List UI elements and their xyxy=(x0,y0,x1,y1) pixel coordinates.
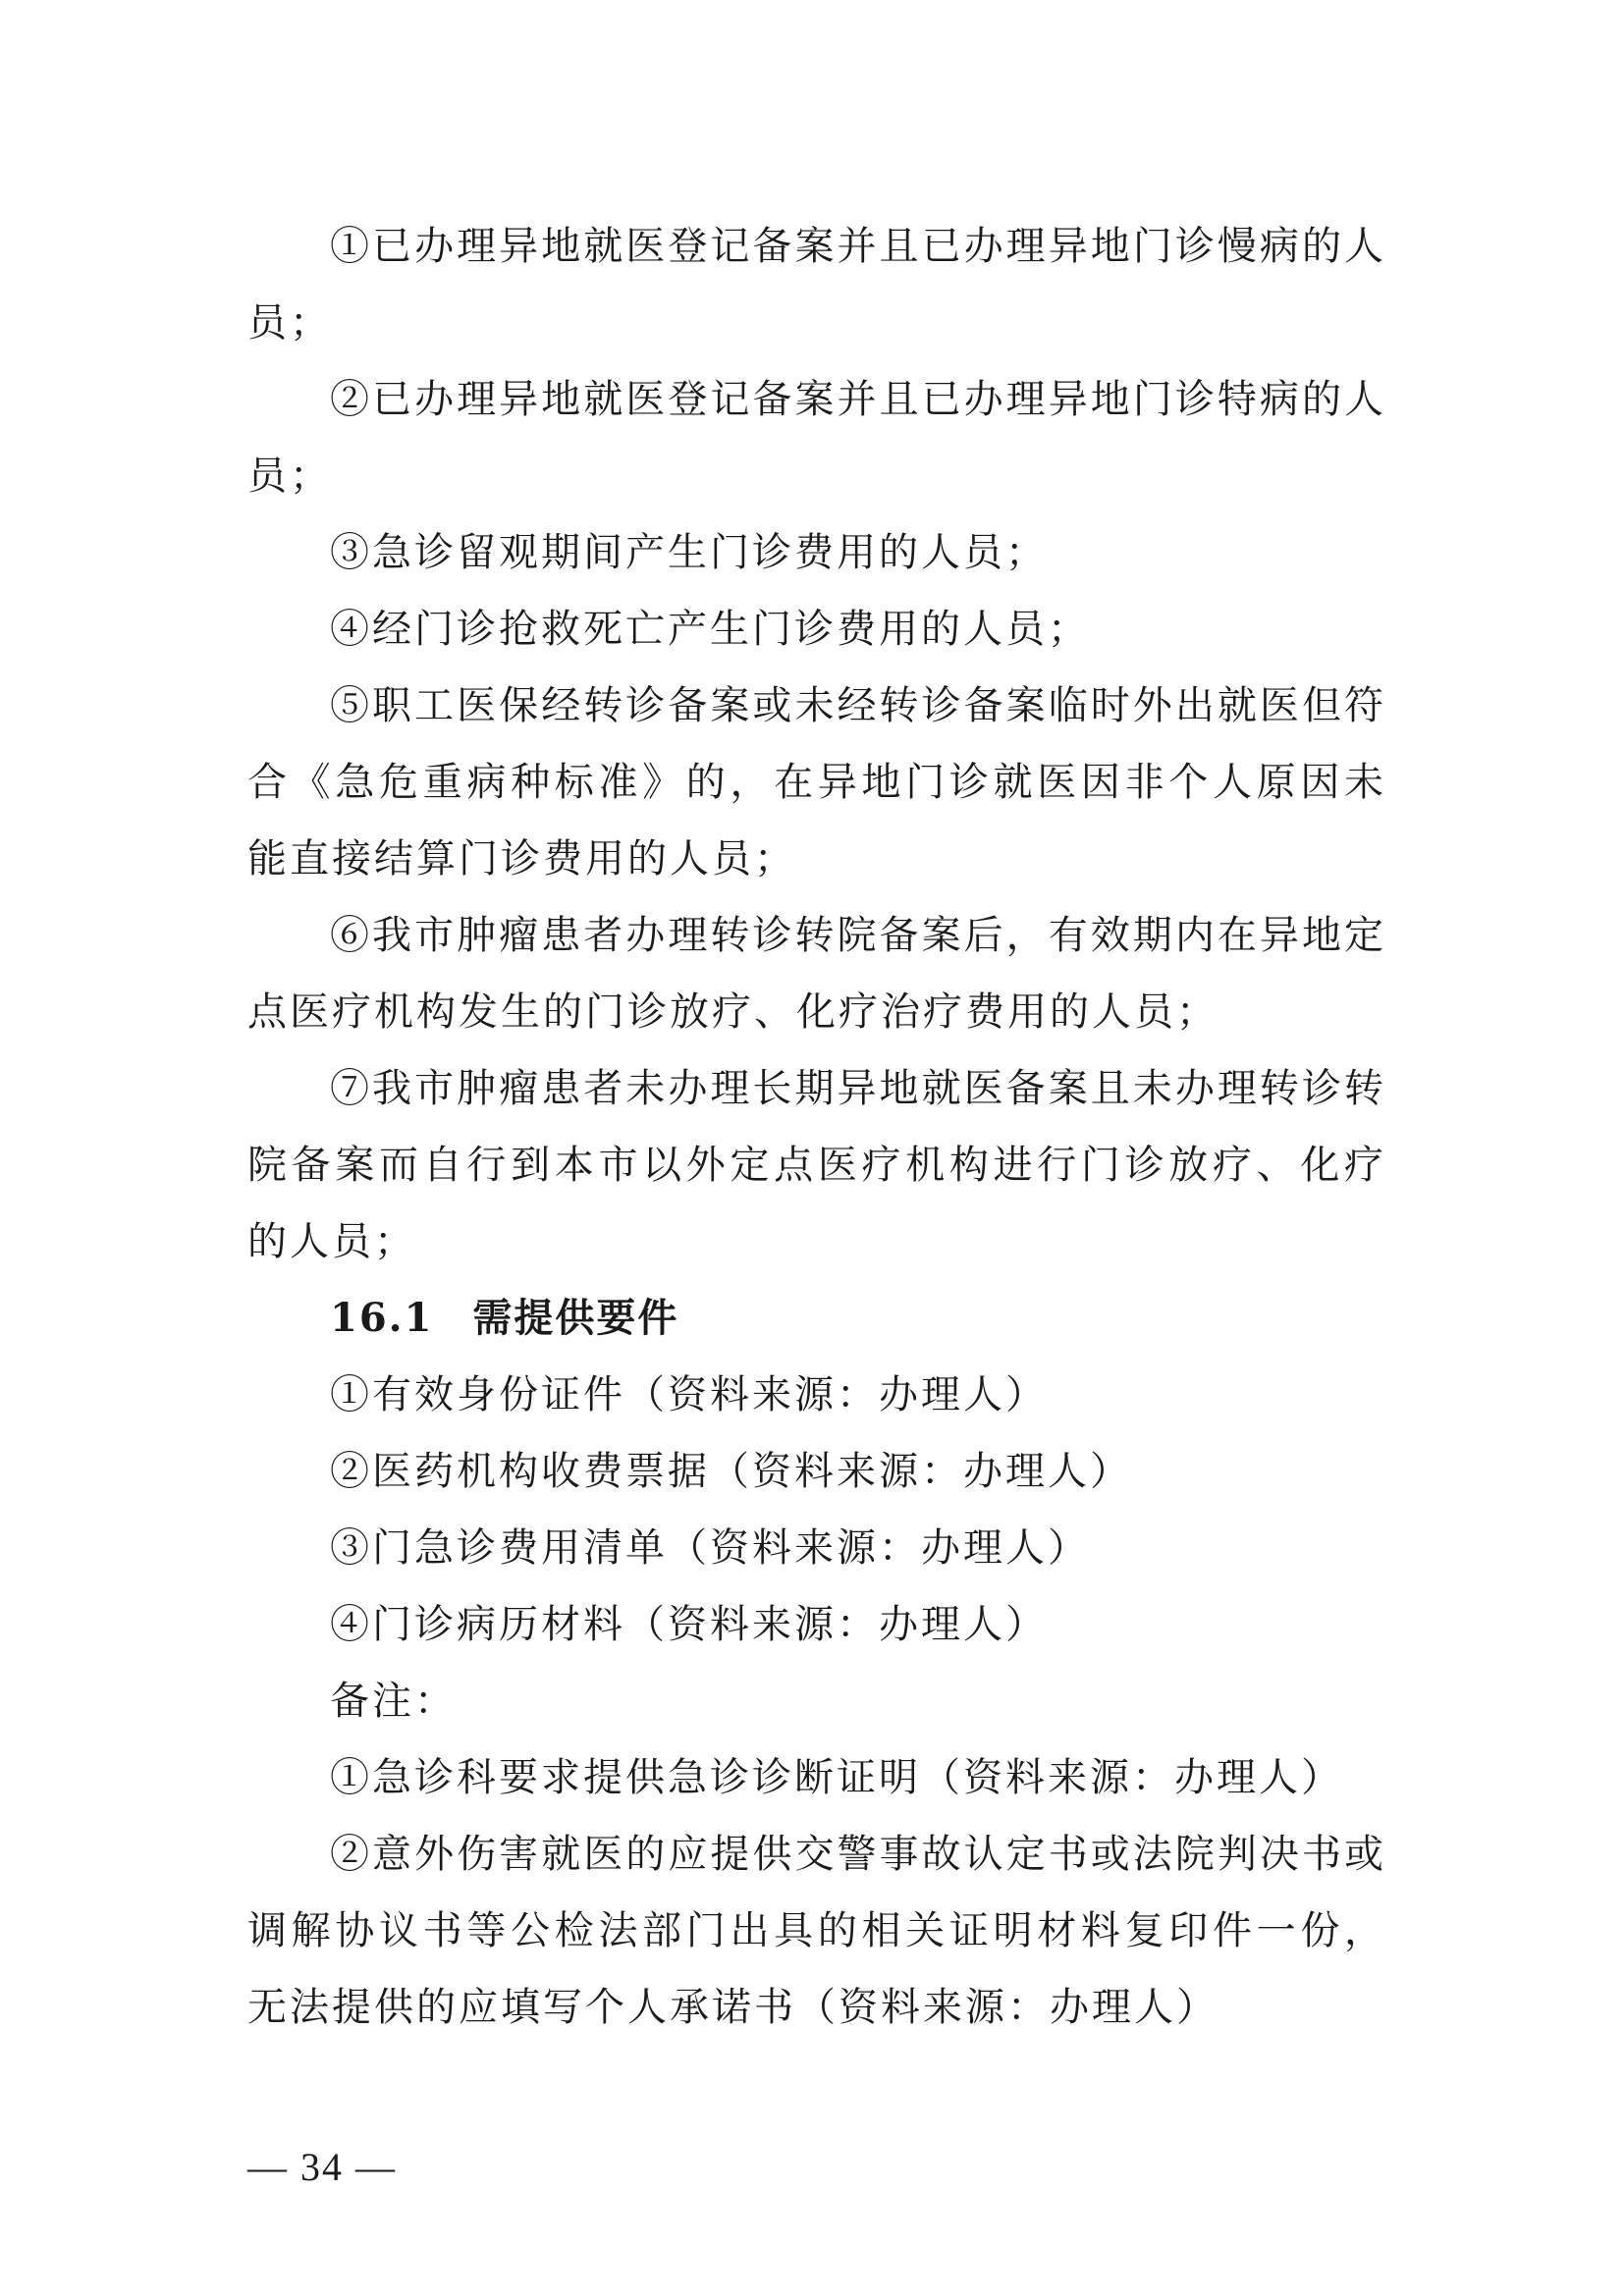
list-item: ②已办理异地就医登记备案并且已办理异地门诊特病的人员； xyxy=(247,377,1386,499)
section-heading xyxy=(247,1280,1386,1357)
requirement-item: ①有效身份证件（资料来源：办理人） xyxy=(330,1372,1048,1417)
list-item: ⑤职工医保经转诊备案或未经转诊备案临时外出就医但符合《急危重病种标准》的，在异地门诊就医因非个人原因未能直接结算门诊费用的人员； xyxy=(247,683,1386,881)
requirement-item: ④门诊病历材料（资料来源：办理人） xyxy=(330,1602,1048,1647)
section-number: 16.1 xyxy=(330,1295,434,1341)
list-item: ⑦我市肿瘤患者未办理长期异地就医备案且未办理转诊转院备案而自行到本市以外定点医疗机构进行门诊放疗、化疗的人员； xyxy=(247,1066,1386,1264)
list-item: ③急诊留观期间产生门诊费用的人员； xyxy=(330,530,1048,575)
remark-item: ①急诊科要求提供急诊诊断证明（资料来源：办理人） xyxy=(330,1755,1343,1800)
page-number: — 34 — xyxy=(247,2145,397,2189)
requirement-item: ②医药机构收费票据（资料来源：办理人） xyxy=(330,1449,1132,1494)
list-item: ④经门诊抢救死亡产生门诊费用的人员； xyxy=(330,607,1090,652)
list-item: ⑥我市肿瘤患者办理转诊转院备案后，有效期内在异地定点医疗机构发生的门诊放疗、化疗治疗费用的人员； xyxy=(247,913,1386,1035)
requirement-item: ③门急诊费用清单（资料来源：办理人） xyxy=(330,1525,1090,1571)
remark-item: ②意外伤害就医的应提供交警事故认定书或法院判决书或调解协议书等公检法部门出具的相关证明材料复印件一份，无法提供的应填写个人承诺书（资料来源：办理人） xyxy=(247,1832,1386,2030)
section-title: 需提供要件 xyxy=(472,1295,679,1341)
document-body xyxy=(247,208,1386,2046)
list-item: ①已办理异地就医登记备案并且已办理异地门诊慢病的人员； xyxy=(247,224,1386,346)
remarks-label: 备注： xyxy=(330,1679,457,1724)
